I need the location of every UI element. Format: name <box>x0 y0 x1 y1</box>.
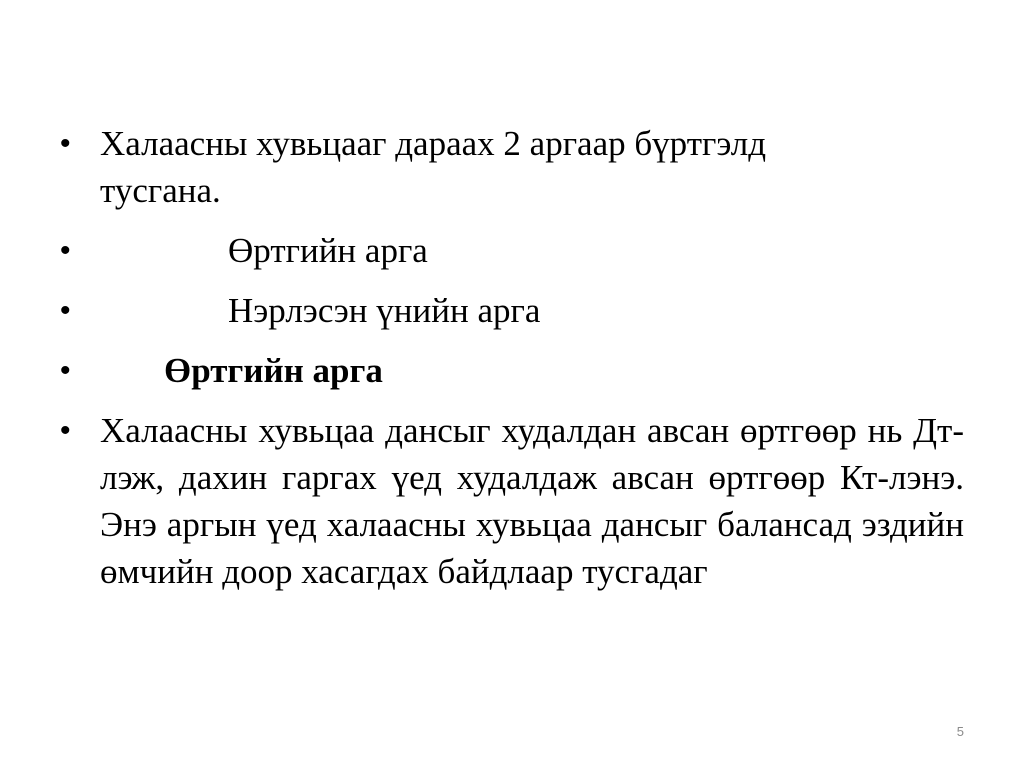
page-number: 5 <box>956 724 964 739</box>
bullet-icon: • <box>60 127 71 160</box>
bullet-text: Өртгийн арга <box>228 231 428 270</box>
bullet-list <box>58 120 964 608</box>
bullet-text: Нэрлэсэн үнийн арга <box>228 291 541 330</box>
bullet-text: Халаасны хувьцаа дансыг худалдан авсан өртгөөр нь Дт-лэж, дахин гаргах үед худалдаж авсан өртгөөр Кт-лэнэ. Энэ аргын үед халаасны хувьцаа дансыг балансад эздийн өмчийн доор хасагдах байдлаар тусгадаг <box>100 411 964 591</box>
bullet-text: Халаасны хувьцааг дараах 2 аргаар бүртгэлд тусгана. <box>100 124 767 210</box>
bullet-icon: • <box>60 354 71 387</box>
bullet-icon: • <box>60 234 71 267</box>
bullet-icon: • <box>60 294 71 327</box>
bullet-icon: • <box>60 414 71 447</box>
list-item <box>58 407 964 595</box>
section-heading: Өртгийн арга <box>164 351 383 390</box>
list-item <box>58 287 964 334</box>
list-item <box>58 347 964 394</box>
list-item <box>58 120 830 214</box>
list-item <box>58 227 964 274</box>
